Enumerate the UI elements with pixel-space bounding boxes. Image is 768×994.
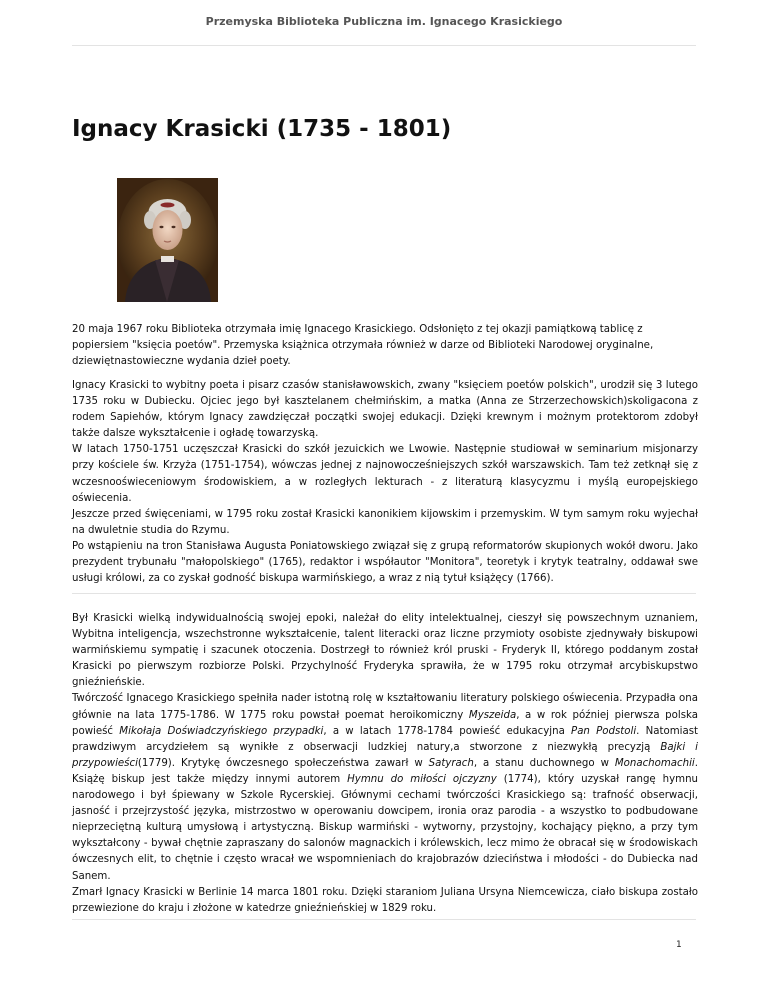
text-run: . Natomiast prawdziwym arcydziełem są wynikłe z obserwacji ludzkiej natury,a stworzone z niezwykłą precyzją [72,725,699,753]
work-title: Pan Podstoli [571,725,637,737]
works-paragraph-3: Zmarł Ignacy Krasicki w Berlinie 14 marca 1801 roku. Dzięki staraniom Juliana Ursyna Niemcewicza, ciało biskupa zostało przewiezione do kraju i złożone w katedrze gnieźnieńskiej w 1829 roku. [72,886,698,914]
work-title: Myszeida [468,709,517,721]
page-title: Ignacy Krasicki (1735 - 1801) [72,116,452,142]
biography-paragraph-4: Po wstąpieniu na tron Stanisława Augusta Poniatowskiego związał się z grupą reformatorów skupionych wokół dworu. Jako prezydent trybunału "małopolskiego" (1765), redaktor i współautor "Monitora", teoretyk i krytyk teatralny, oddawał swe usługi królowi, za co zyskał godność biskupa warmińskiego, a wraz z nią tytuł książęcy (1766). [72,540,698,585]
intro-paragraph: 20 maja 1967 roku Biblioteka otrzymała imię Ignacego Krasickiego. Odsłonięto z tej okazji pamiątkową tablicę z popiersiem "księcia poetów". Przemyska książnica otrzymała również w darze od Biblioteki Narodowej oryginalne, dziewiętnastowieczne wydania dzieł poety. [72,324,654,368]
text-run: , a w latach 1778-1784 powieść edukacyjna [323,725,572,737]
text-run: Twórczość Ignacego Krasickiego spełniła nader istotną rolę w kształtowaniu literatury polskiego oświecenia. Przypadła ona głównie na lata 1775-1786. W 1775 roku powstał poemat heroikomiczny [72,693,698,721]
text-run: , a w rok później pierwsza polska powieść [72,709,698,737]
text-run: (1774), który uzyskał rangę hymnu narodowego i był śpiewany w Szkole Rycerskiej. Głównymi cechami twórczości Krasickiego są: trafność obserwacji, jasność i przejrzystość języka, mistrzostwo w operowaniu dowcipem, ironia oraz parodia - a wszystko to podbudowane nieprzeciętną kulturą umysłową i artystyczną. Biskup warmiński - wytworny, przystojny, kochający piękno, a przy tym wykształcony - bywał chętnie zapraszany do salonów magnackich i królewskich, lecz mimo że obracał się w środowiskach ówczesnych elit, to chętnie i często wracał we wspomnieniach do krajobrazów dzieciństwa i młodości - do Dubiecka nad Sanem. [72,773,698,882]
page-number: 1 [676,940,682,950]
biography-section [72,378,698,587]
work-title: Monachomachii [614,757,695,769]
section-divider [72,593,696,594]
header-divider [72,45,696,46]
intro-section [72,322,698,370]
text-run: , a stanu duchownego w [473,757,615,769]
work-title: Hymnu do miłości ojczyzny [347,773,497,785]
biography-paragraph-3: Jeszcze przed święceniami, w 1795 roku został Krasicki kanonikiem kijowskim i przemyskim. W tym samym roku wyjechał na dwuletnie studia do Rzymu. [72,508,698,536]
portrait-painting [117,178,218,302]
works-paragraph-2 [72,691,698,884]
biography-paragraph-2: W latach 1750-1751 uczęszczał Krasicki do szkół jezuickich we Lwowie. Następnie studiował w seminarium misjonarzy przy kościele św. Krzyża (1751-1754), wówczas jednej z najnowocześniejszych szkół warszawskich. Tam też zetknął się z wczesnooświeceniowym środowiskiem, a w rozległych lekturach - z literaturą klasycyzmu i myślą europejskiego oświecenia. [72,444,698,504]
text-run: (1779). Krytykę ówczesnego społeczeństwa zawarł w [137,757,429,769]
works-paragraph-1: Był Krasicki wielką indywidualnością swojej epoki, należał do elity intelektualnej, cieszył się powszechnym uznaniem, Wybitna inteligencja, wszechstronne wykształcenie, talent literacki oraz liczne przymioty osobiste zjednywały biskupowi warmińskiemu sympatię i szacunek otoczenia. Dostrzegł to również król pruski - Fryderyk II, którego poddanym został Krasicki po pierwszym rozbiorze Polski. Przychylność Fryderyka sprawiła, że w 1795 roku otrzymał arcybiskupstwo gnieźnieńskie. [72,613,698,689]
work-title: Bajki i przypowieści [72,741,698,769]
library-header: Przemyska Biblioteka Publiczna im. Ignacego Krasickiego [205,15,563,28]
portrait-image [117,178,218,302]
footer-divider [72,919,696,920]
biography-paragraph-1: Ignacy Krasicki to wybitny poeta i pisarz czasów stanisławowskich, zwany "księciem poetów polskich", urodził się 3 lutego 1735 roku w Dubiecku. Ojciec jego był kasztelanem chełmińskim, a matka (Anna ze Strzerzechowskich)skoligacona z rodem Sapiehów, którym Ignacy zawdzięczał początki swojej edukacji. Dzięki krewnym i możnym protektorom zdobył także dalsze wykształcenie i ogładę towarzyską. [72,380,698,440]
text-run: . Książę biskup jest także między innymi autorem [72,757,699,785]
works-section [72,611,698,917]
work-title: Satyrach [428,757,474,769]
work-title: Mikołaja Doświadczyńskiego przypadki [119,725,324,737]
